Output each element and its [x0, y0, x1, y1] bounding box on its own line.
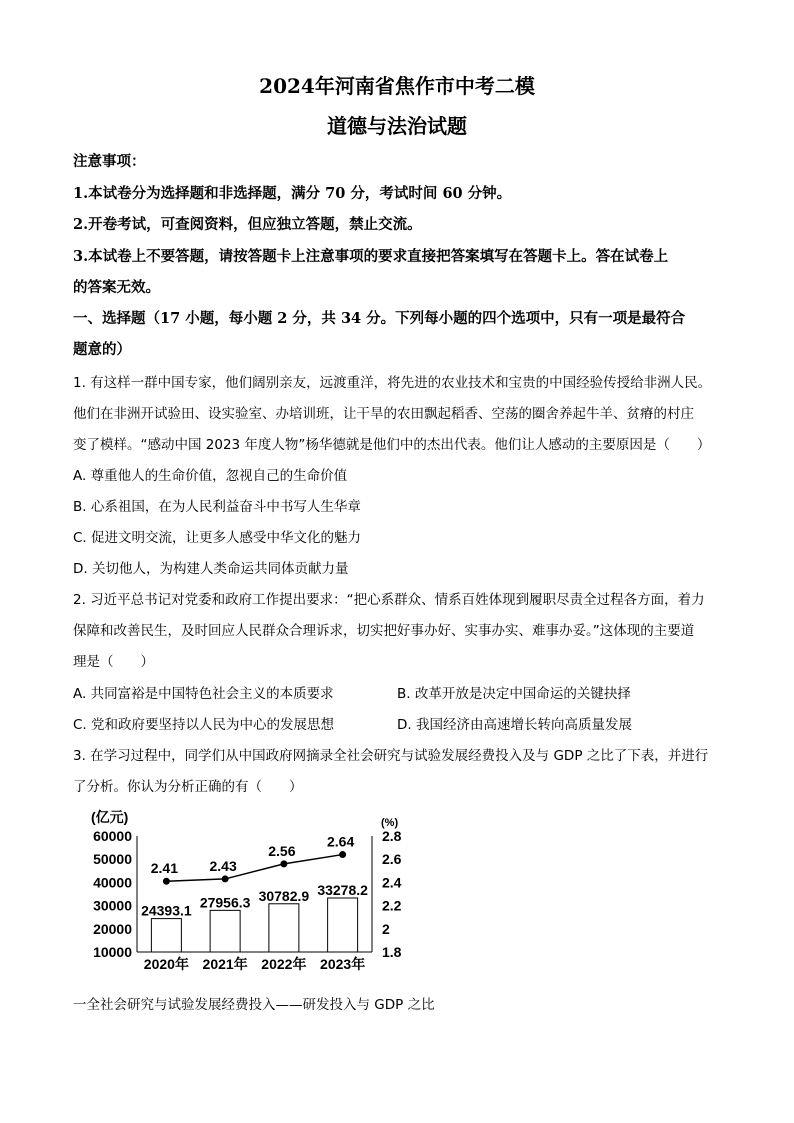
ratio-point-4	[339, 851, 346, 858]
x-tick-label: 2021年	[202, 956, 248, 972]
bar-value-label: 27956.3	[199, 894, 251, 911]
chart-caption: 一全社会研究与试验发展经费投入——研发投入与 GDP 之比	[73, 997, 435, 1013]
left-tick-label: 10000	[93, 944, 132, 960]
q1-option-a: A. 尊重他人的生命价值，忽视自己的生命价值	[73, 468, 348, 484]
left-axis-label: (亿元)	[91, 809, 129, 825]
q1-stem-line-2: 他们在非洲开试验田、设实验室、办培训班，让干旱的农田飘起稻香、空荡的圈舍养起牛羊、贫瘠的村庄	[73, 406, 694, 422]
x-tick-label: 2020年	[143, 956, 189, 972]
q1-stem-line-3: 变了模样。“感动中国 2023 年度人物”杨华德就是他们中的杰出代表。他们让人感动的主要原因是（ ）	[73, 437, 711, 453]
bar-value-label: 24393.1	[141, 902, 192, 919]
x-tick-label: 2022年	[261, 956, 307, 972]
rd-investment-chart	[0, 800, 794, 980]
section1-heading-line-1: 一、选择题（17 小题，每小题 2 分，共 34 分。下列每小题的四个选项中，只有一项是最符合	[73, 310, 686, 327]
right-tick-label: 2.2	[382, 897, 402, 914]
bar-3	[269, 904, 299, 952]
notice-item-1: 1.本试卷分为选择题和非选择题，满分 70 分，考试时间 60 分钟。	[73, 185, 512, 202]
right-axis-label: (%)	[381, 817, 399, 829]
notice-item-2: 2.开卷考试，可查阅资料，但应独立答题，禁止交流。	[73, 216, 422, 233]
notice-heading: 注意事项：	[73, 153, 146, 170]
left-tick-label: 20000	[93, 920, 132, 937]
notice-item-3-line-2: 的答案无效。	[73, 279, 160, 296]
ratio-value-label: 2.64	[327, 833, 355, 850]
q1-option-d: D. 关切他人，为构建人类命运共同体贡献力量	[73, 561, 349, 577]
left-tick-label: 50000	[93, 851, 132, 868]
ratio-value-label: 2.41	[150, 860, 178, 877]
ratio-value-label: 2.43	[209, 857, 237, 874]
left-tick-label: 30000	[93, 897, 132, 914]
bar-value-label: 30782.9	[258, 887, 310, 904]
bar-2	[210, 910, 240, 952]
right-tick-label: 2.8	[382, 828, 402, 844]
bar-1	[151, 919, 181, 952]
left-tick-label: 40000	[93, 874, 132, 891]
ratio-value-label: 2.56	[268, 842, 296, 859]
q2-option-a: A. 共同富裕是中国特色社会主义的本质要求	[73, 686, 334, 702]
q2-stem-line-2: 保障和改善民生，及时回应人民群众合理诉求，切实把好事办好、实事办实、难事办妥。”这体现的主要道	[73, 623, 695, 639]
q1-stem-line-1: 1. 有这样一群中国专家，他们阔别亲友，远渡重洋，将先进的农业技术和宝贵的中国经验传授给非洲人民。	[73, 375, 712, 391]
exam-subject: 道德与法治试题	[327, 114, 467, 138]
q2-option-b: B. 改革开放是决定中国命运的关键抉择	[397, 686, 631, 702]
ratio-point-2	[222, 875, 229, 882]
exam-title: 2024年河南省焦作市中考二模	[259, 74, 535, 98]
notice-item-3-line-1: 3.本试卷上不要答题，请按答题卡上注意事项的要求直接把答案填写在答题卡上。答在试卷上	[73, 248, 669, 265]
q2-option-d: D. 我国经济由高速增长转向高质量发展	[397, 717, 632, 733]
q3-stem-line-1: 3. 在学习过程中，同学们从中国政府网摘录全社会研究与试验发展经费投入及与 GDP 之比了下表，并进行	[73, 748, 709, 764]
q3-stem-line-2: 了分析。你认为分析正确的有（ ）	[73, 779, 303, 795]
right-tick-label: 2.6	[382, 851, 402, 868]
section1-heading-line-2: 题意的）	[73, 341, 131, 358]
right-tick-label: 1.8	[382, 944, 402, 960]
ratio-point-1	[163, 878, 170, 885]
left-tick-label: 60000	[93, 828, 132, 844]
q1-option-c: C. 促进文明交流，让更多人感受中华文化的魅力	[73, 530, 362, 546]
x-tick-label: 2023年	[320, 956, 366, 972]
q2-stem-line-3: 理是（ ）	[73, 654, 154, 670]
q2-stem-line-1: 2. 习近平总书记对党委和政府工作提出要求：“把心系群众、情系百姓体现到履职尽责全过程各方面，着力	[73, 592, 705, 608]
bar-value-label: 33278.2	[317, 881, 368, 898]
right-tick-label: 2.4	[382, 874, 402, 891]
right-tick-label: 2	[382, 920, 390, 937]
bar-4	[328, 898, 358, 952]
ratio-line	[166, 855, 342, 882]
ratio-point-3	[280, 860, 287, 867]
q2-option-c: C. 党和政府要坚持以人民为中心的发展思想	[73, 717, 335, 733]
q1-option-b: B. 心系祖国，在为人民利益奋斗中书写人生华章	[73, 499, 361, 515]
